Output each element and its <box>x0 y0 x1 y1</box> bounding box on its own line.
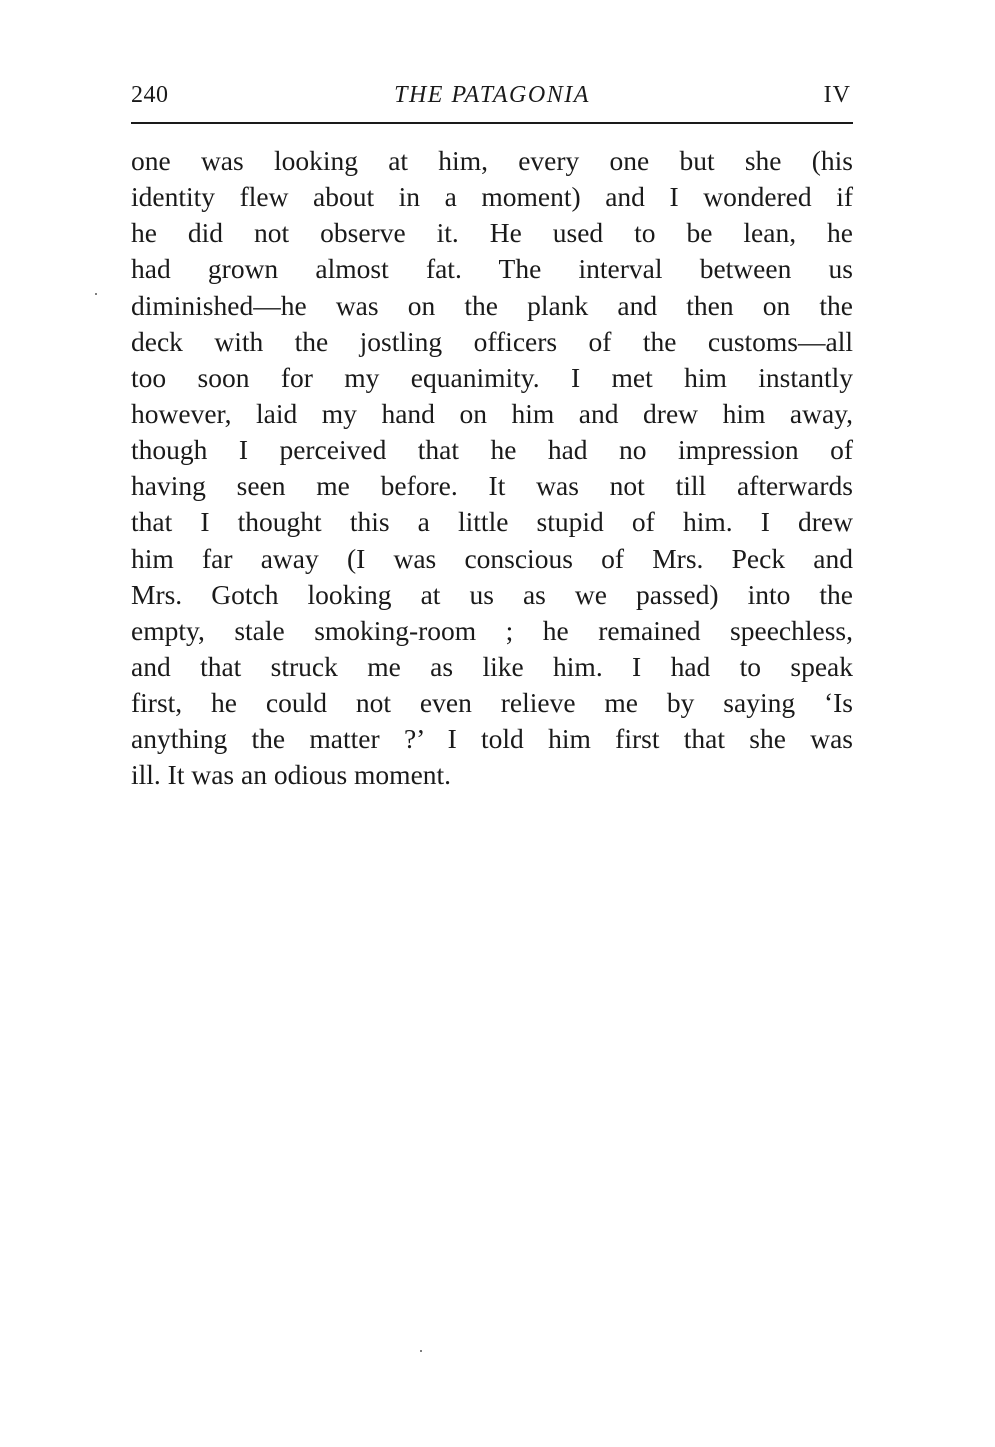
text-line: he did not observe it. He used to be lean, he <box>131 217 853 249</box>
print-speck <box>95 293 97 295</box>
text-line: Mrs. Gotch looking at us as we passed) into the <box>131 578 853 610</box>
text-line: though I perceived that he had no impression of <box>131 434 853 466</box>
text-line: and that struck me as like him. I had to speak <box>131 650 853 682</box>
text-line: him far away (I was conscious of Mrs. Peck and <box>131 542 853 574</box>
text-line: ill. It was an odious moment. <box>131 759 452 791</box>
running-title: THE PATAGONIA <box>394 82 590 108</box>
text-line: empty, stale smoking-room ; he remained speechless, <box>131 614 853 646</box>
text-line: having seen me before. It was not till afterwards <box>131 470 853 502</box>
text-line: first, he could not even relieve me by saying ‘Is <box>131 687 853 719</box>
text-line: however, laid my hand on him and drew him away, <box>131 397 853 429</box>
text-line: one was looking at him, every one but she (his <box>131 145 853 176</box>
page-number: 240 <box>131 82 169 108</box>
text-line: that I thought this a little stupid of him. I drew <box>131 506 853 538</box>
text-line: anything the matter ?’ I told him first that she was <box>131 723 853 755</box>
text-line: had grown almost fat. The interval between us <box>131 253 853 285</box>
body-paragraph <box>131 143 853 794</box>
print-speck <box>420 1350 422 1352</box>
running-head <box>131 78 853 112</box>
text-line: diminished—he was on the plank and then on the <box>131 289 853 321</box>
header-rule <box>131 122 853 124</box>
text-line: deck with the jostling officers of the customs—all <box>131 325 853 357</box>
section-marker: IV <box>823 82 851 108</box>
text-line: identity flew about in a moment) and I wondered if <box>131 181 853 213</box>
text-line: too soon for my equanimity. I met him instantly <box>131 361 853 393</box>
